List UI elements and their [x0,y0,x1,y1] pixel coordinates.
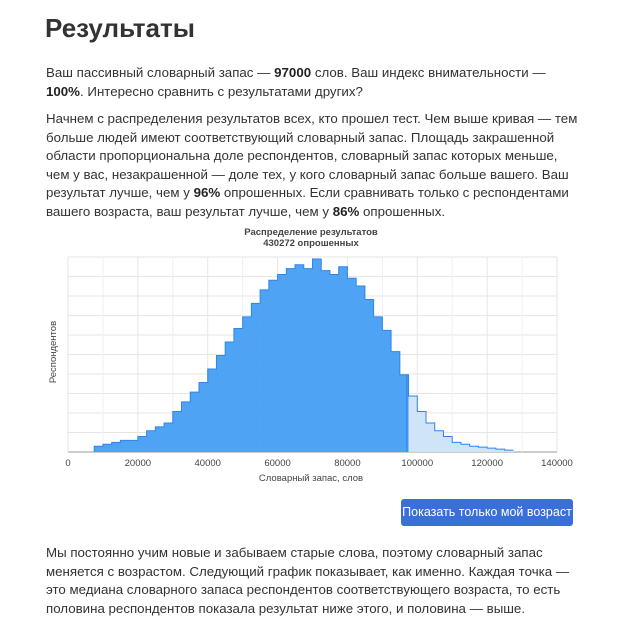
histogram-bin-filled [313,259,322,452]
histogram-bin-unfilled [443,437,452,452]
histogram-bin-filled [374,317,383,452]
histogram-bin-filled [199,383,208,452]
histogram-bin-filled [286,269,295,452]
histogram-bin-filled [225,342,234,452]
histogram-bin-unfilled [417,411,426,452]
percentile-age: 86% [332,203,360,219]
histogram-bin-filled [164,423,173,452]
histogram-bin-filled [330,274,339,452]
histogram-bin-unfilled [409,396,418,452]
summary-text-1: Ваш пассивный словарный запас — [46,65,275,80]
explanation-text-2: опрошенных. Если сравнивать только с респондентами вашего возраста, ваш результат лучше, чем у [46,185,569,219]
histogram-bin-filled [400,375,409,452]
histogram-bin-filled [173,411,182,452]
attention-index: 100% [46,83,81,99]
histogram-bin-unfilled [470,446,479,452]
x-tick-label: 120000 [471,458,503,469]
histogram-bin-unfilled [478,447,487,452]
histogram-bin-filled [356,286,365,452]
histogram-bin-filled [347,278,356,452]
histogram-bin-filled [365,300,374,452]
chart-area [94,259,513,452]
histogram-bin-filled [103,444,112,452]
percentile-all: 96% [193,185,221,200]
page-title: Результаты [45,13,195,43]
summary-text-2: слов. Ваш индекс внимательности — [311,65,546,80]
histogram-bin-filled [120,440,129,452]
histogram-bin-unfilled [461,444,470,452]
chart-title: Распределение результатов [244,227,378,238]
histogram-bin-filled [190,392,199,452]
histogram-bin-filled [94,446,103,452]
histogram-bin-filled [129,440,138,452]
histogram-bin-filled [147,431,156,452]
histogram-bin-unfilled [426,423,435,452]
histogram-bin-filled [278,274,287,452]
age-explanation: Мы постоянно учим новые и забываем старые слова, поэтому словарный запас меняется с возрастом. Следующий график показывает, как именно. Каждая точка — это медиана словарного запаса респондентов соответствующего возраста, то есть половина респондентов показала результат ниже этого, и половина — выше. [46,545,570,616]
histogram-bin-filled [138,437,147,452]
histogram-bin-filled [295,265,304,452]
histogram-bin-filled [391,352,400,452]
histogram-bin-filled [321,271,330,452]
histogram-bin-filled [260,290,269,452]
histogram-bin-filled [243,317,252,452]
x-tick-label: 140000 [541,458,573,469]
histogram-bin-filled [251,303,260,452]
summary-text-3: . Интересно сравнить с результатами других? [80,83,363,99]
explanation-text-3: опрошенных. [359,203,446,219]
histogram-bin-filled [382,330,391,452]
x-tick-label: 60000 [264,458,291,469]
y-axis-label: Респондентов [48,320,59,384]
histogram-bin-unfilled [487,448,496,452]
x-tick-label: 20000 [124,458,152,469]
chart-subtitle: 430272 опрошенных [263,238,359,249]
x-tick-label: 0 [65,458,71,469]
histogram-bin-unfilled [435,431,444,452]
histogram-bin-unfilled [452,442,461,452]
histogram-bin-filled [155,427,164,452]
x-tick-label: 100000 [401,458,434,469]
histogram-bin-filled [208,369,217,452]
histogram-bin-filled [182,402,191,452]
histogram-bin-filled [269,280,278,452]
histogram-bin-filled [234,328,243,452]
explanation-text-1: Начнем с распределения результатов всех, кто прошел тест. Чем выше кривая — тем больше людей имеют соответствующий словарный запас. Площадь закрашенной области пропорциональна доле респондентов, словарный запас которых меньше, чем у вас, незакрашенной — доле тех, у кого словарный запас больше вашего. Ваш результат лучше, чем у [46,111,578,200]
histogram-bin-filled [304,269,313,452]
x-axis-label: Словарный запас, слов [258,473,364,484]
show-my-age-button[interactable]: Показать только мой возраст [401,499,573,526]
x-tick-label: 40000 [194,458,221,469]
x-tick-label: 80000 [334,458,361,469]
histogram-bin-filled [339,267,348,452]
x-axis-ticks [65,458,573,469]
histogram-bin-filled [216,356,225,453]
histogram-bin-filled [112,442,121,452]
vocabulary-size: 97000 [274,65,312,80]
